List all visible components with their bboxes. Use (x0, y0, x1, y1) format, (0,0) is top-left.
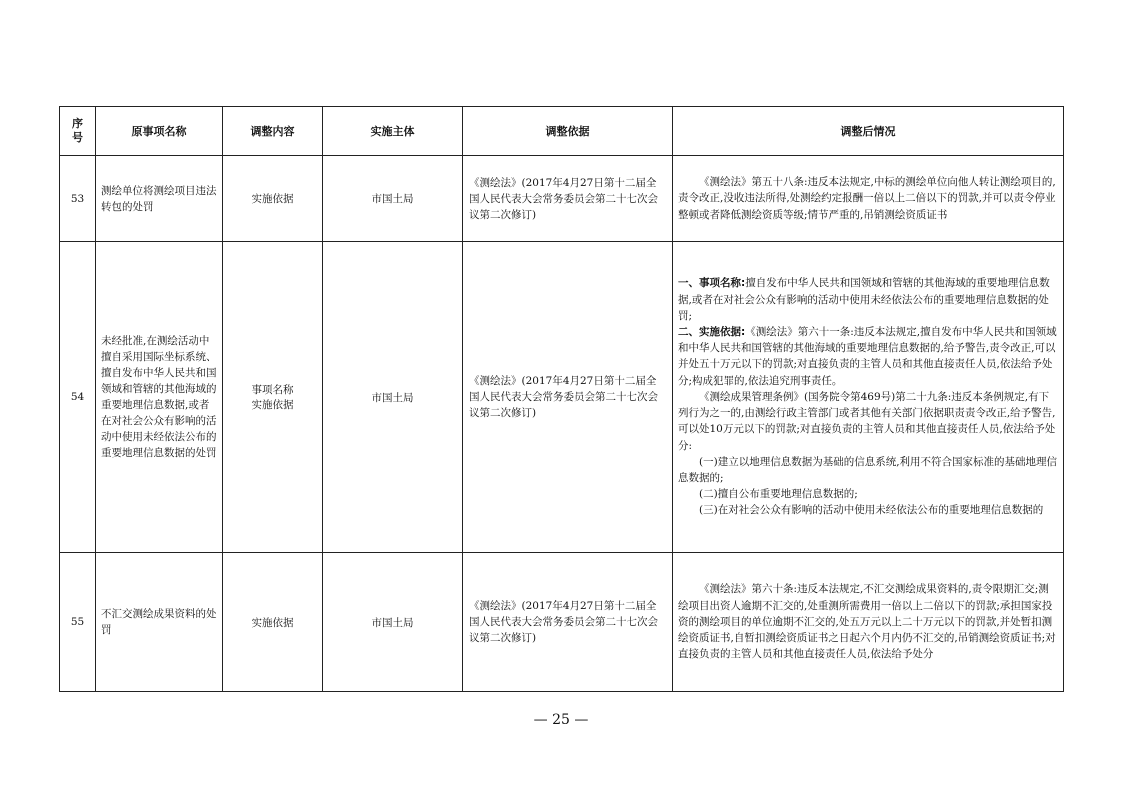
header-content: 调整内容 (223, 107, 323, 156)
header-seq: 序号 (60, 107, 96, 156)
cell-basis: 《测绘法》(2017年4月27日第十二届全国人民代表大会常务委员会第二十七次会议第二次修订) (463, 553, 673, 692)
cell-after (673, 156, 1064, 242)
cell-content: 实施依据 (223, 553, 323, 692)
after-basis-text: 《测绘法》第六十一条:违反本法规定,擅自发布中华人民共和国领域和中华人民共和国管辖的其他海域的重要地理信息数据的,给予警告,责令改正,可以并处五十万元以下的罚款;对直接负责的主管人员和其他直接责任人员,依法给予处分;构成犯罪的,依法追究刑事责任。 (678, 326, 1057, 387)
after-basis-label: 二、实施依据: (678, 326, 746, 339)
content-line-2: 实施依据 (251, 399, 294, 411)
after-item-text: 擅自发布中华人民共和国领域和管辖的其他海域的重要地理信息数据,或者在对社会公众有影响的活动中使用未经依法公布的重要地理信息数据的处罚; (678, 277, 1050, 322)
table-row (60, 553, 1064, 692)
cell-basis: 《测绘法》(2017年4月27日第十二届全国人民代表大会常务委员会第二十七次会议第二次修订) (463, 156, 673, 242)
after-point-2: (二)擅自公布重要地理信息数据的; (699, 488, 858, 501)
cell-content: 实施依据 (223, 156, 323, 242)
header-subject: 实施主体 (323, 107, 463, 156)
cell-after (673, 553, 1064, 692)
cell-subject: 市国土局 (323, 242, 463, 553)
table-row (60, 242, 1064, 553)
adjustment-table (59, 106, 1064, 692)
header-name: 原事项名称 (96, 107, 223, 156)
header-basis: 调整依据 (463, 107, 673, 156)
cell-subject: 市国土局 (323, 553, 463, 692)
cell-seq: 54 (60, 242, 96, 553)
cell-basis: 《测绘法》(2017年4月27日第十二届全国人民代表大会常务委员会第二十七次会议第二次修订) (463, 242, 673, 553)
cell-subject: 市国土局 (323, 156, 463, 242)
table-row (60, 156, 1064, 242)
after-basis-paragraph (678, 324, 1058, 389)
cell-name: 不汇交测绘成果资料的处罚 (96, 553, 223, 692)
after-item-label: 一、事项名称: (678, 277, 746, 290)
after-point-3: (三)在对社会公众有影响的活动中使用未经依法公布的重要地理信息数据的 (699, 504, 1044, 517)
after-item-paragraph (678, 275, 1058, 324)
table-header-row (60, 107, 1064, 156)
cell-content (223, 242, 323, 553)
after-text: 《测绘法》第六十条:违反本法规定,不汇交测绘成果资料的,责令限期汇交;测绘项目出资人逾期不汇交的,处重测所需费用一倍以上二倍以下的罚款;承担国家投资的测绘项目的单位逾期不汇交的,处五万元以上二十万元以下的罚款,并处暂扣测绘资质证书,自暂扣测绘资质证书之日起六个月内仍不汇交的,吊销测绘资质证书;对直接负责的主管人员和其他直接责任人员,依法给予处分 (678, 583, 1056, 661)
after-text: 《测绘法》第五十八条:违反本法规定,中标的测绘单位向他人转让测绘项目的,责令改正,没收违法所得,处测绘约定报酬一倍以上二倍以下的罚款,并可以责令停业整顿或者降低测绘资质等级;情节严重的,吊销测绘资质证书 (678, 176, 1056, 221)
after-regulation: 《测绘成果管理条例》(国务院令第469号)第二十九条:违反本条例规定,有下列行为之一的,由测绘行政主管部门或者其他有关部门依据职责责令改正,给予警告,可以处10万元以下的罚款;对直接负责的主管人员和其他直接责任人员,依法给予处分: (678, 390, 1056, 452)
cell-after (673, 242, 1064, 553)
cell-seq: 53 (60, 156, 96, 242)
cell-name: 未经批准,在测绘活动中擅自采用国际坐标系统、擅自发布中华人民共和国领域和管辖的其他海域的重要地理信息数据,或者在对社会公众有影响的活动中使用未经依法公布的重要地理信息数据的处罚 (96, 242, 223, 553)
header-after: 调整后情况 (673, 107, 1064, 156)
content-line-1: 事项名称 (251, 384, 294, 396)
after-point-1: (一)建立以地理信息数据为基础的信息系统,利用不符合国家标准的基础地理信息数据的; (678, 455, 1058, 484)
cell-seq: 55 (60, 553, 96, 692)
cell-name: 测绘单位将测绘项目违法转包的处罚 (96, 156, 223, 242)
page-number: — 25 — (533, 712, 589, 728)
